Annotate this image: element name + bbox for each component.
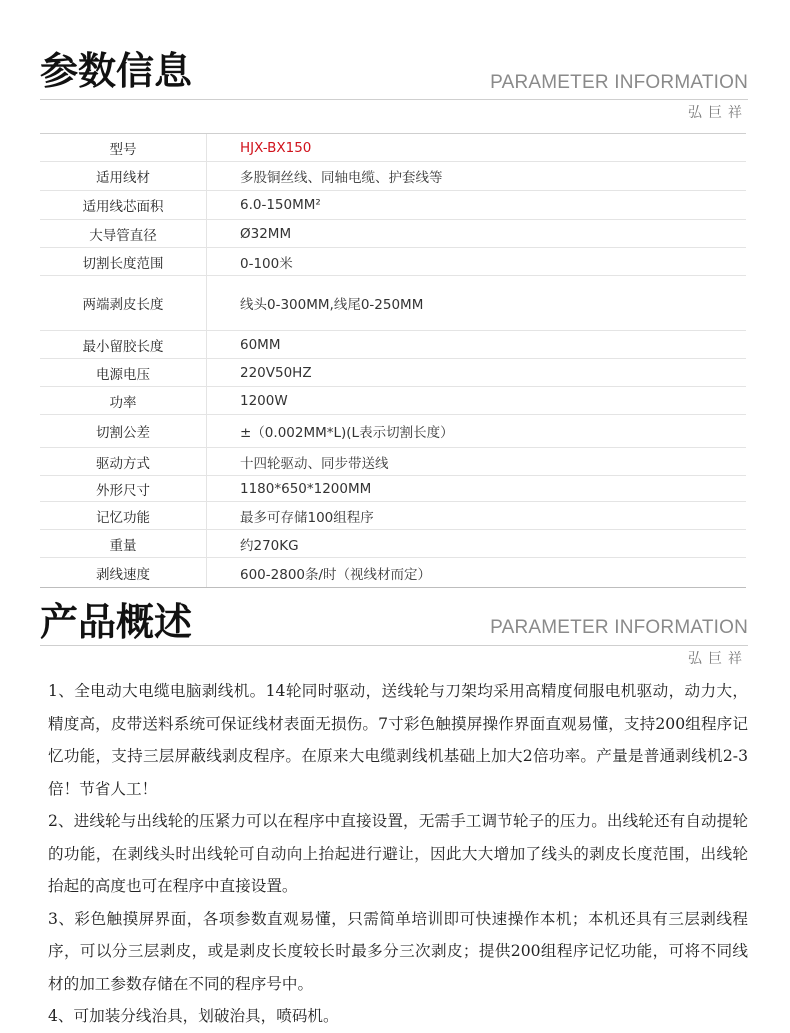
row-value: 60MM bbox=[240, 336, 281, 353]
row-value: 1200W bbox=[240, 392, 288, 409]
table-row bbox=[40, 331, 746, 359]
row-label: 外形尺寸 bbox=[40, 476, 207, 501]
row-value-model: HJX-BX150 bbox=[240, 139, 312, 156]
overview-paragraph: 2、进线轮与出线轮的压紧力可以在程序中直接设置，无需手工调节轮子的压力。出线轮还有自动提轮的功能，在剥线头时出线轮可自动向上抬起进行避让，因此大大增加了线头的剥皮长度范围，出线轮抬起的高度也可在程序中直接设置。 bbox=[48, 812, 748, 895]
row-value: 600-2800条/时（视线材而定） bbox=[240, 566, 432, 583]
table-row bbox=[40, 134, 746, 162]
table-row bbox=[40, 415, 746, 448]
row-label: 重量 bbox=[40, 530, 207, 557]
row-label: 最小留胶长度 bbox=[40, 331, 207, 358]
row-label: 驱动方式 bbox=[40, 448, 207, 475]
parameter-section-subtitle: PARAMETER INFORMATION bbox=[490, 72, 748, 93]
brand-name: 弘巨祥 bbox=[688, 105, 748, 121]
row-label: 适用线材 bbox=[40, 162, 207, 190]
row-value: 1180*650*1200MM bbox=[240, 480, 372, 497]
row-label: 切割长度范围 bbox=[40, 248, 207, 275]
table-row bbox=[40, 359, 746, 387]
table-row bbox=[40, 220, 746, 248]
row-label: 适用线芯面积 bbox=[40, 191, 207, 219]
table-row bbox=[40, 448, 746, 476]
parameter-table bbox=[40, 133, 746, 588]
row-label: 切割公差 bbox=[40, 415, 207, 447]
parameter-section-title: 参数信息 bbox=[40, 49, 193, 93]
table-row bbox=[40, 476, 746, 502]
table-row bbox=[40, 162, 746, 191]
product-overview bbox=[48, 675, 748, 1033]
row-value: 约270KG bbox=[240, 537, 299, 554]
table-row bbox=[40, 502, 746, 530]
row-label: 大导管直径 bbox=[40, 220, 207, 247]
row-value: 多股铜丝线、同轴电缆、护套线等 bbox=[240, 170, 443, 186]
overview-section-title: 产品概述 bbox=[40, 600, 193, 644]
section-divider bbox=[40, 99, 748, 100]
section-divider bbox=[40, 645, 748, 646]
row-value: Ø32MM bbox=[240, 225, 292, 242]
table-row bbox=[40, 558, 746, 587]
row-value: ±（0.002MM*L)(L表示切割长度） bbox=[240, 425, 454, 441]
table-row bbox=[40, 387, 746, 415]
brand-name: 弘巨祥 bbox=[688, 651, 748, 667]
row-value: 6.0-150MM² bbox=[240, 197, 321, 213]
overview-paragraph: 1、全电动大电缆电脑剥线机。14轮同时驱动，送线轮与刀架均采用高精度伺服电机驱动，动力大，精度高，皮带送料系统可保证线材表面无损伤。7寸彩色触摸屏操作界面直观易懂，支持200组程序记忆功能，支持三层屏蔽线剥皮程序。在原来大电缆剥线机基础上加大2倍功率。产量是普通剥线机2-3倍！节省人工！ bbox=[48, 682, 748, 798]
row-label: 记忆功能 bbox=[40, 502, 207, 529]
row-label: 电源电压 bbox=[40, 359, 207, 386]
table-row bbox=[40, 248, 746, 276]
row-value: 220V50HZ bbox=[240, 364, 312, 381]
row-value: 最多可存储100组程序 bbox=[240, 509, 374, 526]
overview-paragraph: 4、可加装分线治具，划破治具，喷码机。 bbox=[48, 1007, 339, 1025]
row-value: 十四轮驱动、同步带送线 bbox=[240, 455, 389, 472]
row-label: 两端剥皮长度 bbox=[40, 276, 207, 330]
row-label: 剥线速度 bbox=[40, 558, 207, 587]
row-value: 0-100米 bbox=[240, 255, 293, 272]
row-label: 功率 bbox=[40, 387, 207, 414]
table-row bbox=[40, 191, 746, 220]
overview-section-subtitle: PARAMETER INFORMATION bbox=[490, 617, 748, 638]
table-row bbox=[40, 530, 746, 558]
row-label: 型号 bbox=[40, 134, 207, 161]
table-row bbox=[40, 276, 746, 331]
row-value: 线头0-300MM,线尾0-250MM bbox=[240, 297, 424, 313]
overview-paragraph: 3、彩色触摸屏界面，各项参数直观易懂，只需简单培训即可快速操作本机；本机还具有三层剥线程序，可以分三层剥皮，或是剥皮长度较长时最多分三次剥皮；提供200组程序记忆功能，可将不同线材的加工参数存储在不同的程序号中。 bbox=[48, 909, 748, 993]
